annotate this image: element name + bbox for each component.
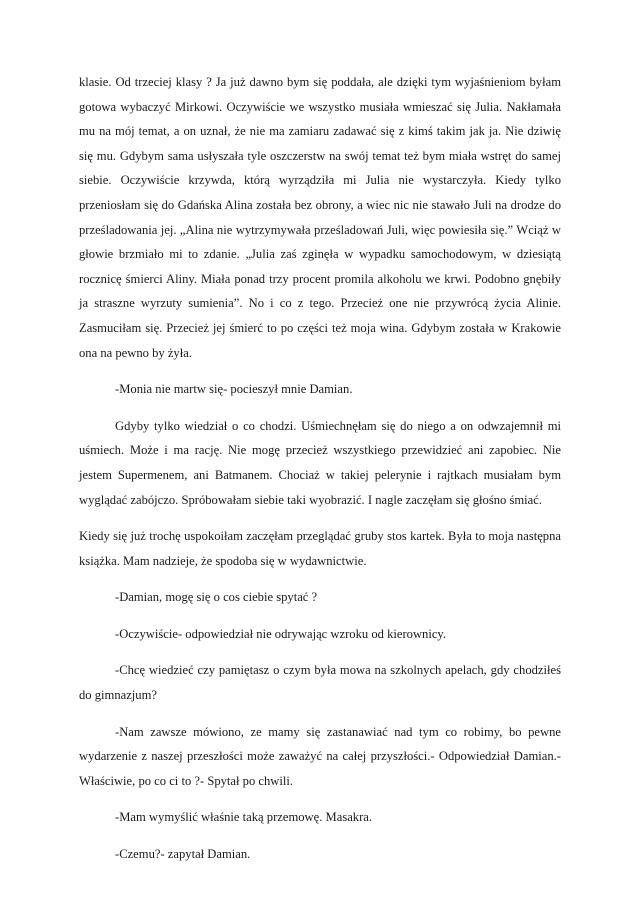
paragraph: -Damian, mogę się o cos ciebie spytać ?	[115, 590, 318, 605]
paragraph: Kiedy się już trochę uspokoiłam zaczęłam przeglądać gruby stos kartek. Była to moja następna książka. Mam nadzieje, że spodoba się w wydawnictwie.	[79, 529, 561, 568]
paragraph: -Monia nie martw się- pocieszył mnie Damian.	[115, 382, 353, 397]
paragraph: -Chcę wiedzieć czy pamiętasz o czym była mowa na szkolnych apelach, gdy chodziłeś do gimnazjum?	[79, 663, 561, 703]
paragraph: -Nam zawsze mówiono, ze mamy się zastanawiać nad tym co robimy, bo pewne wydarzenie z naszej przeszłości może zaważyć na całej przyszłości.- Odpowiedział Damian.- Właściwie, po co ci to ?- Spytał po chwili.	[79, 724, 561, 788]
paragraph: -Czemu?- zapytał Damian.	[115, 847, 251, 862]
body-text	[79, 70, 561, 867]
paragraph: -Mam wymyślić właśnie taką przemowę. Masakra.	[115, 810, 373, 825]
paragraph: -Oczywiście- odpowiedział nie odrywając wzroku od kierownicy.	[115, 626, 447, 641]
paragraph: Gdyby tylko wiedział o co chodzi. Uśmiechnęłam się do niego a on odwzajemnił mi uśmiech. Może i ma rację. Nie mogę przecież wszystkiego przewidzieć ani zapobiec. Nie jestem Supermenem, ani Batmanem. Chociaż w takiej pelerynie i rajtkach musiałam bym wyglądać zabójczo. Spróbowałam siebie taki wyobrazić. I nagle zaczęłam się głośno śmiać.	[79, 418, 561, 507]
paragraph: klasie. Od trzeciej klasy ? Ja już dawno bym się poddała, ale dzięki tym wyjaśnieniom byłam gotowa wybaczyć Mirkowi. Oczywiście we wszystko musiała wmieszać się Julia. Nakłamała mu na mój temat, a on uznał, że nie ma zamiaru zadawać się z kimś takim jak ja. Nie dziwię się mu. Gdybym sama usłyszała tyle oszczerstw na swój temat też bym miała wstręt do samej siebie. Oczywiście krzywda, którą wyrządziła mi Julia nie wystarczyła. Kiedy tylko przeniosłam się do Gdańska Alina została bez obrony, a wiec nic nie stawało Juli na drodze do prześladowania jej. „Alina nie wytrzymywała prześladowań Juli, więc powiesiła się.” Wciąż w głowie brzmiało mi to zdanie. „Julia zaś zginęła w wypadku samochodowym, w dziesiątą rocznicę śmierci Aliny. Miała ponad trzy procent promila alkoholu we krwi. Podobno gnębiły ja straszne wyrzuty sumienia”. No i co z tego. Przecież one nie przywrócą życia Alinie. Zasmuciłam się. Przecież jej śmierć to po części też moja wina. Gdybym została w Krakowie ona na pewno by żyła.	[79, 75, 561, 360]
